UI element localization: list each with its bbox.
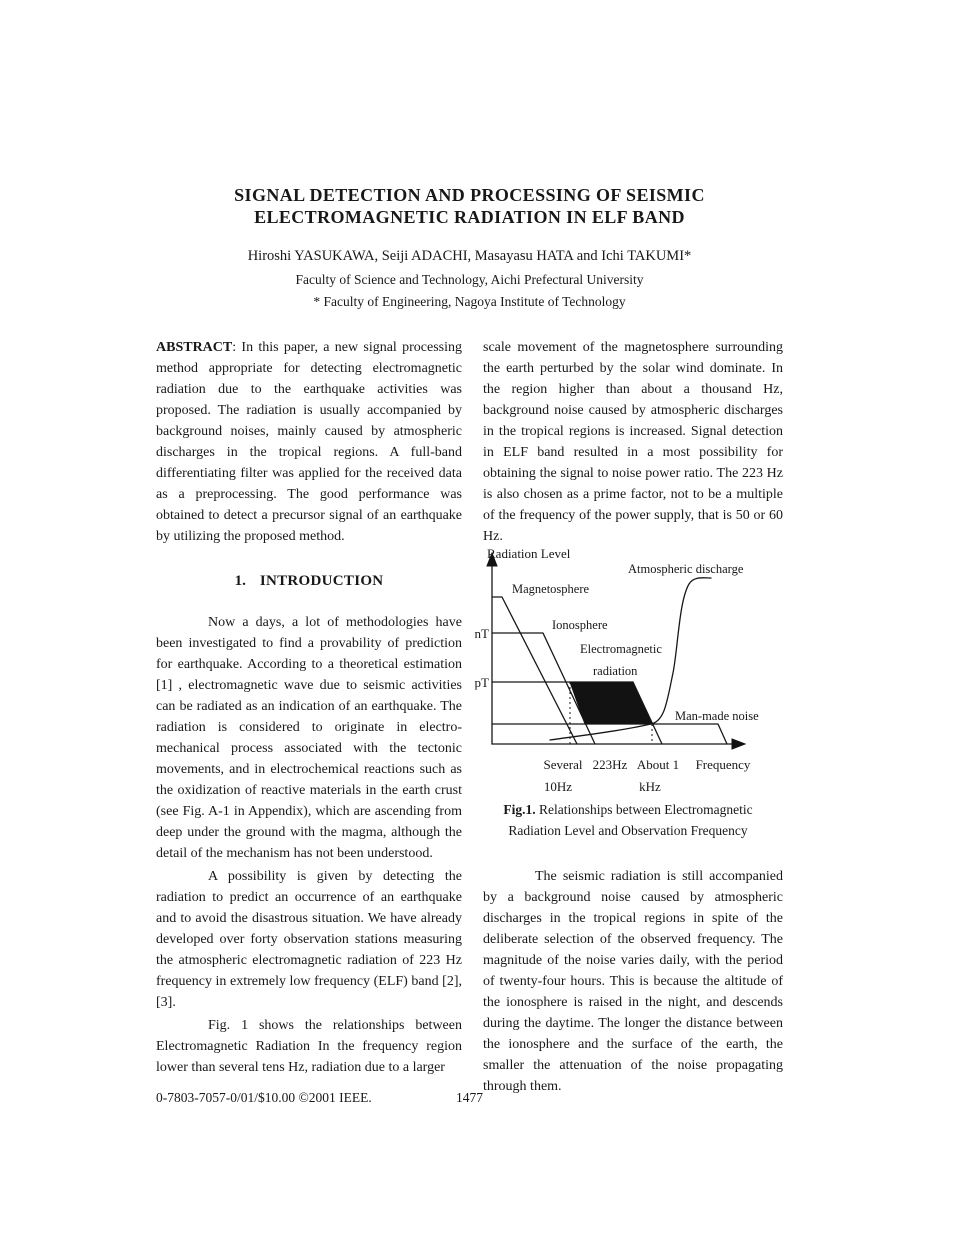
section-title: INTRODUCTION (259, 573, 384, 589)
x-tick-10hz: 10Hz (543, 779, 573, 794)
paper-title-line1: SIGNAL DETECTION AND PROCESSING OF SEISMIC (234, 185, 705, 205)
section-number: 1. (234, 573, 246, 589)
right-paragraph-1: scale movement of the magnetosphere surrounding the earth perturbed by the solar wind dominate. In the region higher than about a thousand Hz, background noise caused by atmospheric discharges in the tropical regions is increased. Signal detection in ELF band resulted in a most possibility for obtaining the signal to noise power ratio. The 223 Hz is also chosen as a prime factor, not to be a multiple of the frequency of the power supply, that is 50 or 60 Hz. (483, 340, 783, 544)
x-tick-khz: kHz (639, 779, 661, 794)
section-heading-introduction (156, 571, 462, 592)
magnetosphere-label: Magnetosphere (512, 582, 590, 596)
x-axis-arrow-icon (732, 739, 745, 749)
em-radiation-band (570, 682, 652, 724)
atmospheric-discharge-label: Atmospheric discharge (628, 562, 744, 576)
right-paragraph-2: The seismic radiation is still accompanied by a background noise caused by atmospheric discharges in the tropical regions in spite of the deliberate selection of the observed frequency. The magnitude of the noise varies daily, with the period of twenty-four hours. This is because the altitude of the ionosphere is raised in the night, and descends during the daytime. The longer the distance between the ionosphere and the surface of the earth, the smaller the attenuation of the noise propagating through them. (483, 869, 783, 1094)
copyright-notice: 0-7803-7057-0/01/$10.00 ©2001 IEEE. (156, 1090, 372, 1105)
paper-title-line2: ELECTROMAGNETIC RADIATION IN ELF BAND (254, 207, 685, 227)
abstract-label: ABSTRACT (156, 340, 233, 355)
man-made-noise-label: Man-made noise (675, 709, 759, 723)
intro-paragraph-3: Fig. 1 shows the relationships between Electromagnetic Radiation In the frequency region lower than several tens Hz, radiation due to a larger (156, 1018, 462, 1075)
y-axis-title: Radiation Level (487, 546, 571, 561)
intro-paragraph-1: Now a days, a lot of methodologies have been investigated to find a provability of prediction for earthquake. According to a theoretical estimation [1] , electromagnetic wave due to seismic activities can be radiated as an indication of an earthquake. The radiation is considered to originate in electro-mechanical process associated with the tectonic movements, and in electrochemical reactions such as the oxidization of reactive materials in the earth crust (see Fig. A-1 in Appendix), which are ascending from deep under the ground with the magma, although the detail of the mechanism has not been understood. (156, 615, 462, 861)
figure-caption-text-line2: Radiation Level and Observation Frequency (508, 823, 748, 838)
man-made-noise-line (492, 724, 727, 744)
x-tick-about1: About 1 (636, 757, 680, 772)
figure-caption-number: Fig.1. (503, 802, 536, 817)
abstract-text: : In this paper, a new signal processing method appropriate for detecting electromagnetic radiation due to the earthquake activities was proposed. The radiation is usually accompanied by background noises, mainly caused by atmospheric discharges in the tropical regions. A full-band differentiating filter was applied for the received data as a preprocessing. The good performance was obtained to detect a precursor signal of an earthquake by utilizing the proposed method. (156, 340, 462, 544)
em-radiation-label-line2: radiation (593, 664, 638, 678)
y-axis (487, 553, 497, 744)
paper-title (146, 184, 793, 228)
authors-line: Hiroshi YASUKAWA, Seiji ADACHI, Masayasu HATA and Ichi TAKUMI* (247, 248, 692, 264)
figure-caption-text-line1: Relationships between Electromagnetic (535, 802, 753, 817)
abstract-paragraph (156, 337, 462, 547)
em-radiation-label-line1: Electromagnetic (580, 642, 662, 656)
x-axis (492, 739, 745, 749)
page-number: 1477 (456, 1090, 483, 1105)
x-tick-223hz: 223Hz (592, 757, 628, 772)
intro-paragraph-2: A possibility is given by detecting the radiation to predict an occurrence of an earthquake and to avoid the disastrous situation. We have already developed over forty observation stations measuring the atmospheric electromagnetic radiation of 223 Hz frequency in extremely low frequency (ELF) band [2], [3]. (156, 869, 462, 1010)
y-tick-pt: pT (474, 675, 489, 690)
figure-1-caption (473, 799, 783, 841)
figure-1 (473, 543, 783, 841)
affiliation-1: Faculty of Science and Technology, Aichi Prefectural University (295, 272, 644, 287)
y-tick-nt: nT (474, 626, 489, 641)
affiliation-2: * Faculty of Engineering, Nagoya Institute of Technology (313, 294, 626, 309)
figure-1-plot (473, 543, 783, 795)
x-tick-several: Several (543, 757, 583, 772)
ionosphere-label: Ionosphere (552, 618, 608, 632)
x-axis-title: Frequency (695, 757, 751, 772)
